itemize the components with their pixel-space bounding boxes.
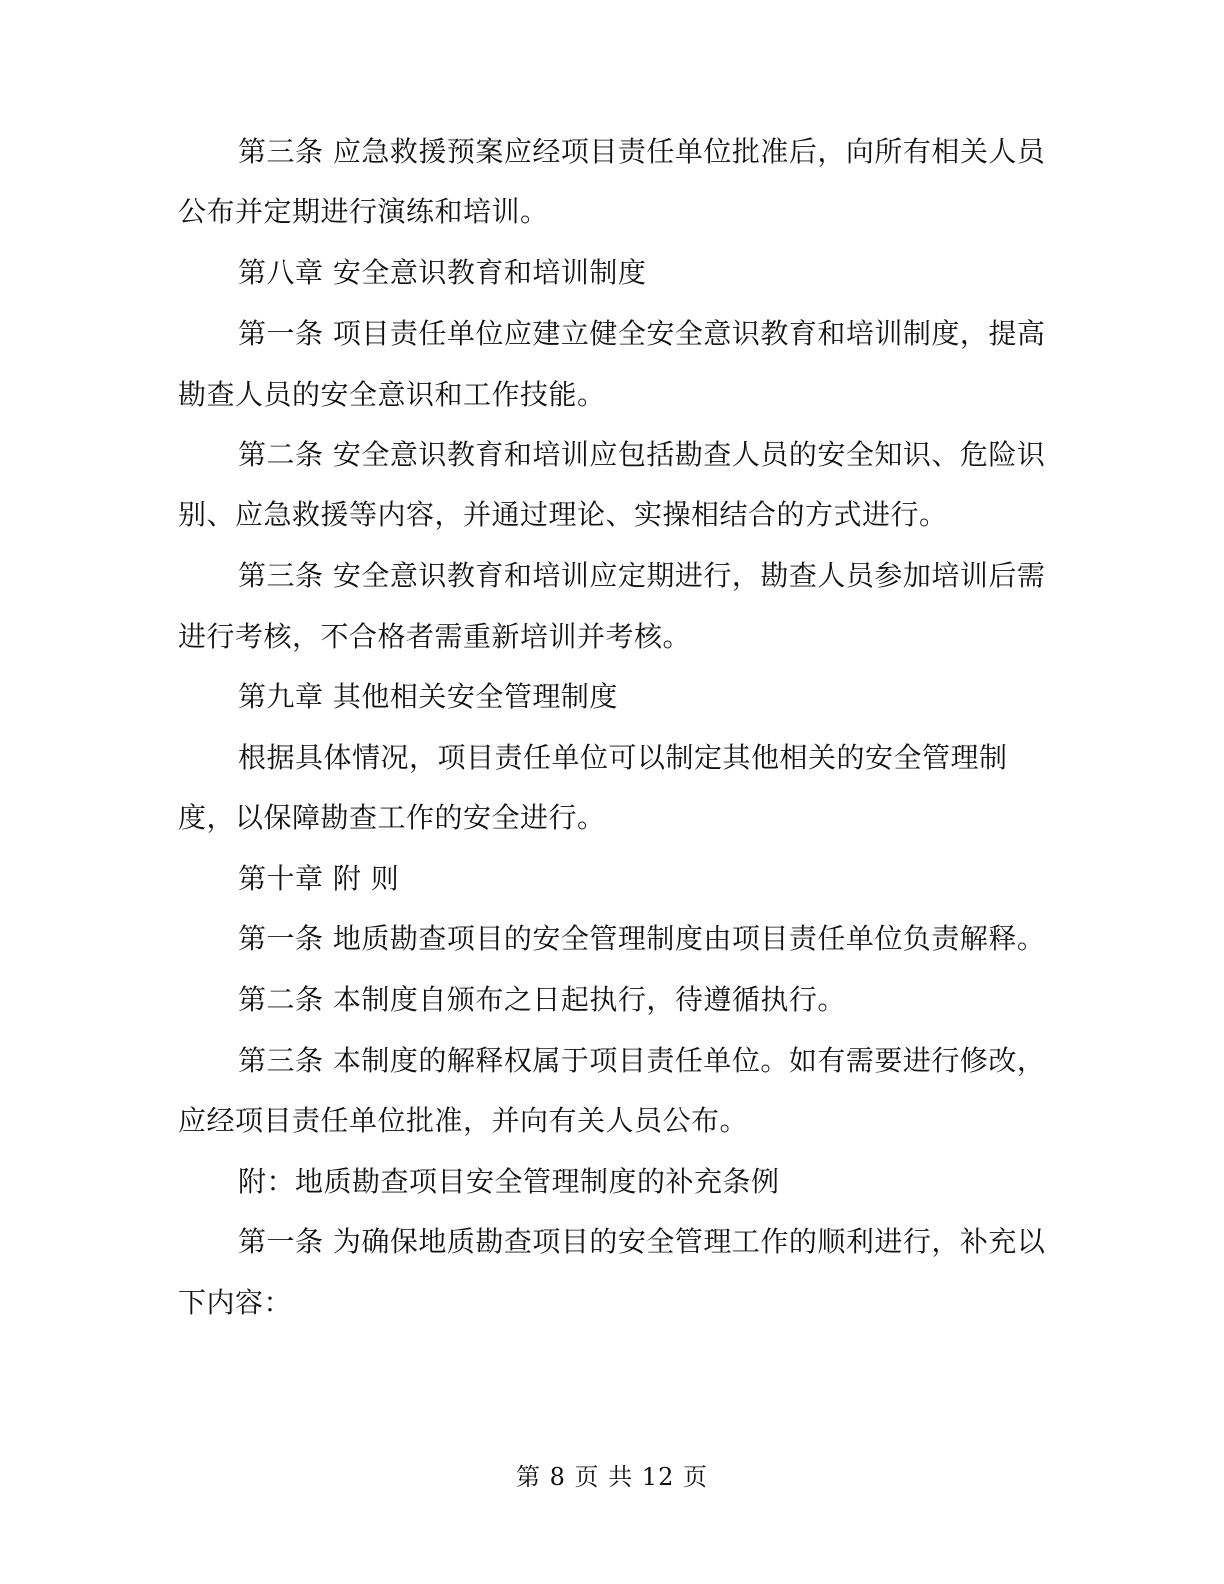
ch8-article-2-line-1: 第二条 安全意识教育和培训应包括勘查人员的安全知识、危险识 (238, 438, 1046, 471)
appendix-heading: 附：地质勘查项目安全管理制度的补充条例 (238, 1165, 780, 1198)
ch8-article-2-line-2: 别、应急救援等内容，并通过理论、实操相结合的方式进行。 (178, 498, 948, 531)
ch8-article-3-line-2: 进行考核，不合格者需重新培训并考核。 (178, 620, 692, 653)
page-number-footer: 第 8 页 共 12 页 (516, 1463, 708, 1491)
article-3-line-2: 公布并定期进行演练和培训。 (178, 195, 549, 228)
appendix-article-1-line-2: 下内容： (178, 1286, 293, 1319)
ch9-paragraph-line-2: 度，以保障勘查工作的安全进行。 (178, 801, 606, 834)
chapter-10-heading: 第十章 附 则 (238, 862, 400, 895)
ch10-article-3-line-2: 应经项目责任单位批准，并向有关人员公布。 (178, 1104, 749, 1137)
chapter-8-heading: 第八章 安全意识教育和培训制度 (238, 256, 647, 289)
article-3-line-1: 第三条 应急救援预案应经项目责任单位批准后，向所有相关人员 (238, 135, 1046, 168)
ch8-article-1-line-1: 第一条 项目责任单位应建立健全安全意识教育和培训制度，提高 (238, 317, 1046, 350)
chapter-9-heading: 第九章 其他相关安全管理制度 (238, 680, 618, 713)
ch8-article-3-line-1: 第三条 安全意识教育和培训应定期进行，勘查人员参加培训后需 (238, 559, 1046, 592)
ch8-article-1-line-2: 勘查人员的安全意识和工作技能。 (178, 378, 606, 411)
ch10-article-3-line-1: 第三条 本制度的解释权属于项目责任单位。如有需要进行修改， (238, 1044, 1046, 1077)
ch10-article-2: 第二条 本制度自颁布之日起执行，待遵循执行。 (238, 983, 846, 1016)
ch10-article-1: 第一条 地质勘查项目的安全管理制度由项目责任单位负责解释。 (238, 922, 1046, 955)
ch9-paragraph-line-1: 根据具体情况，项目责任单位可以制定其他相关的安全管理制 (238, 741, 1008, 774)
appendix-article-1-line-1: 第一条 为确保地质勘查项目的安全管理工作的顺利进行，补充以 (238, 1225, 1046, 1258)
